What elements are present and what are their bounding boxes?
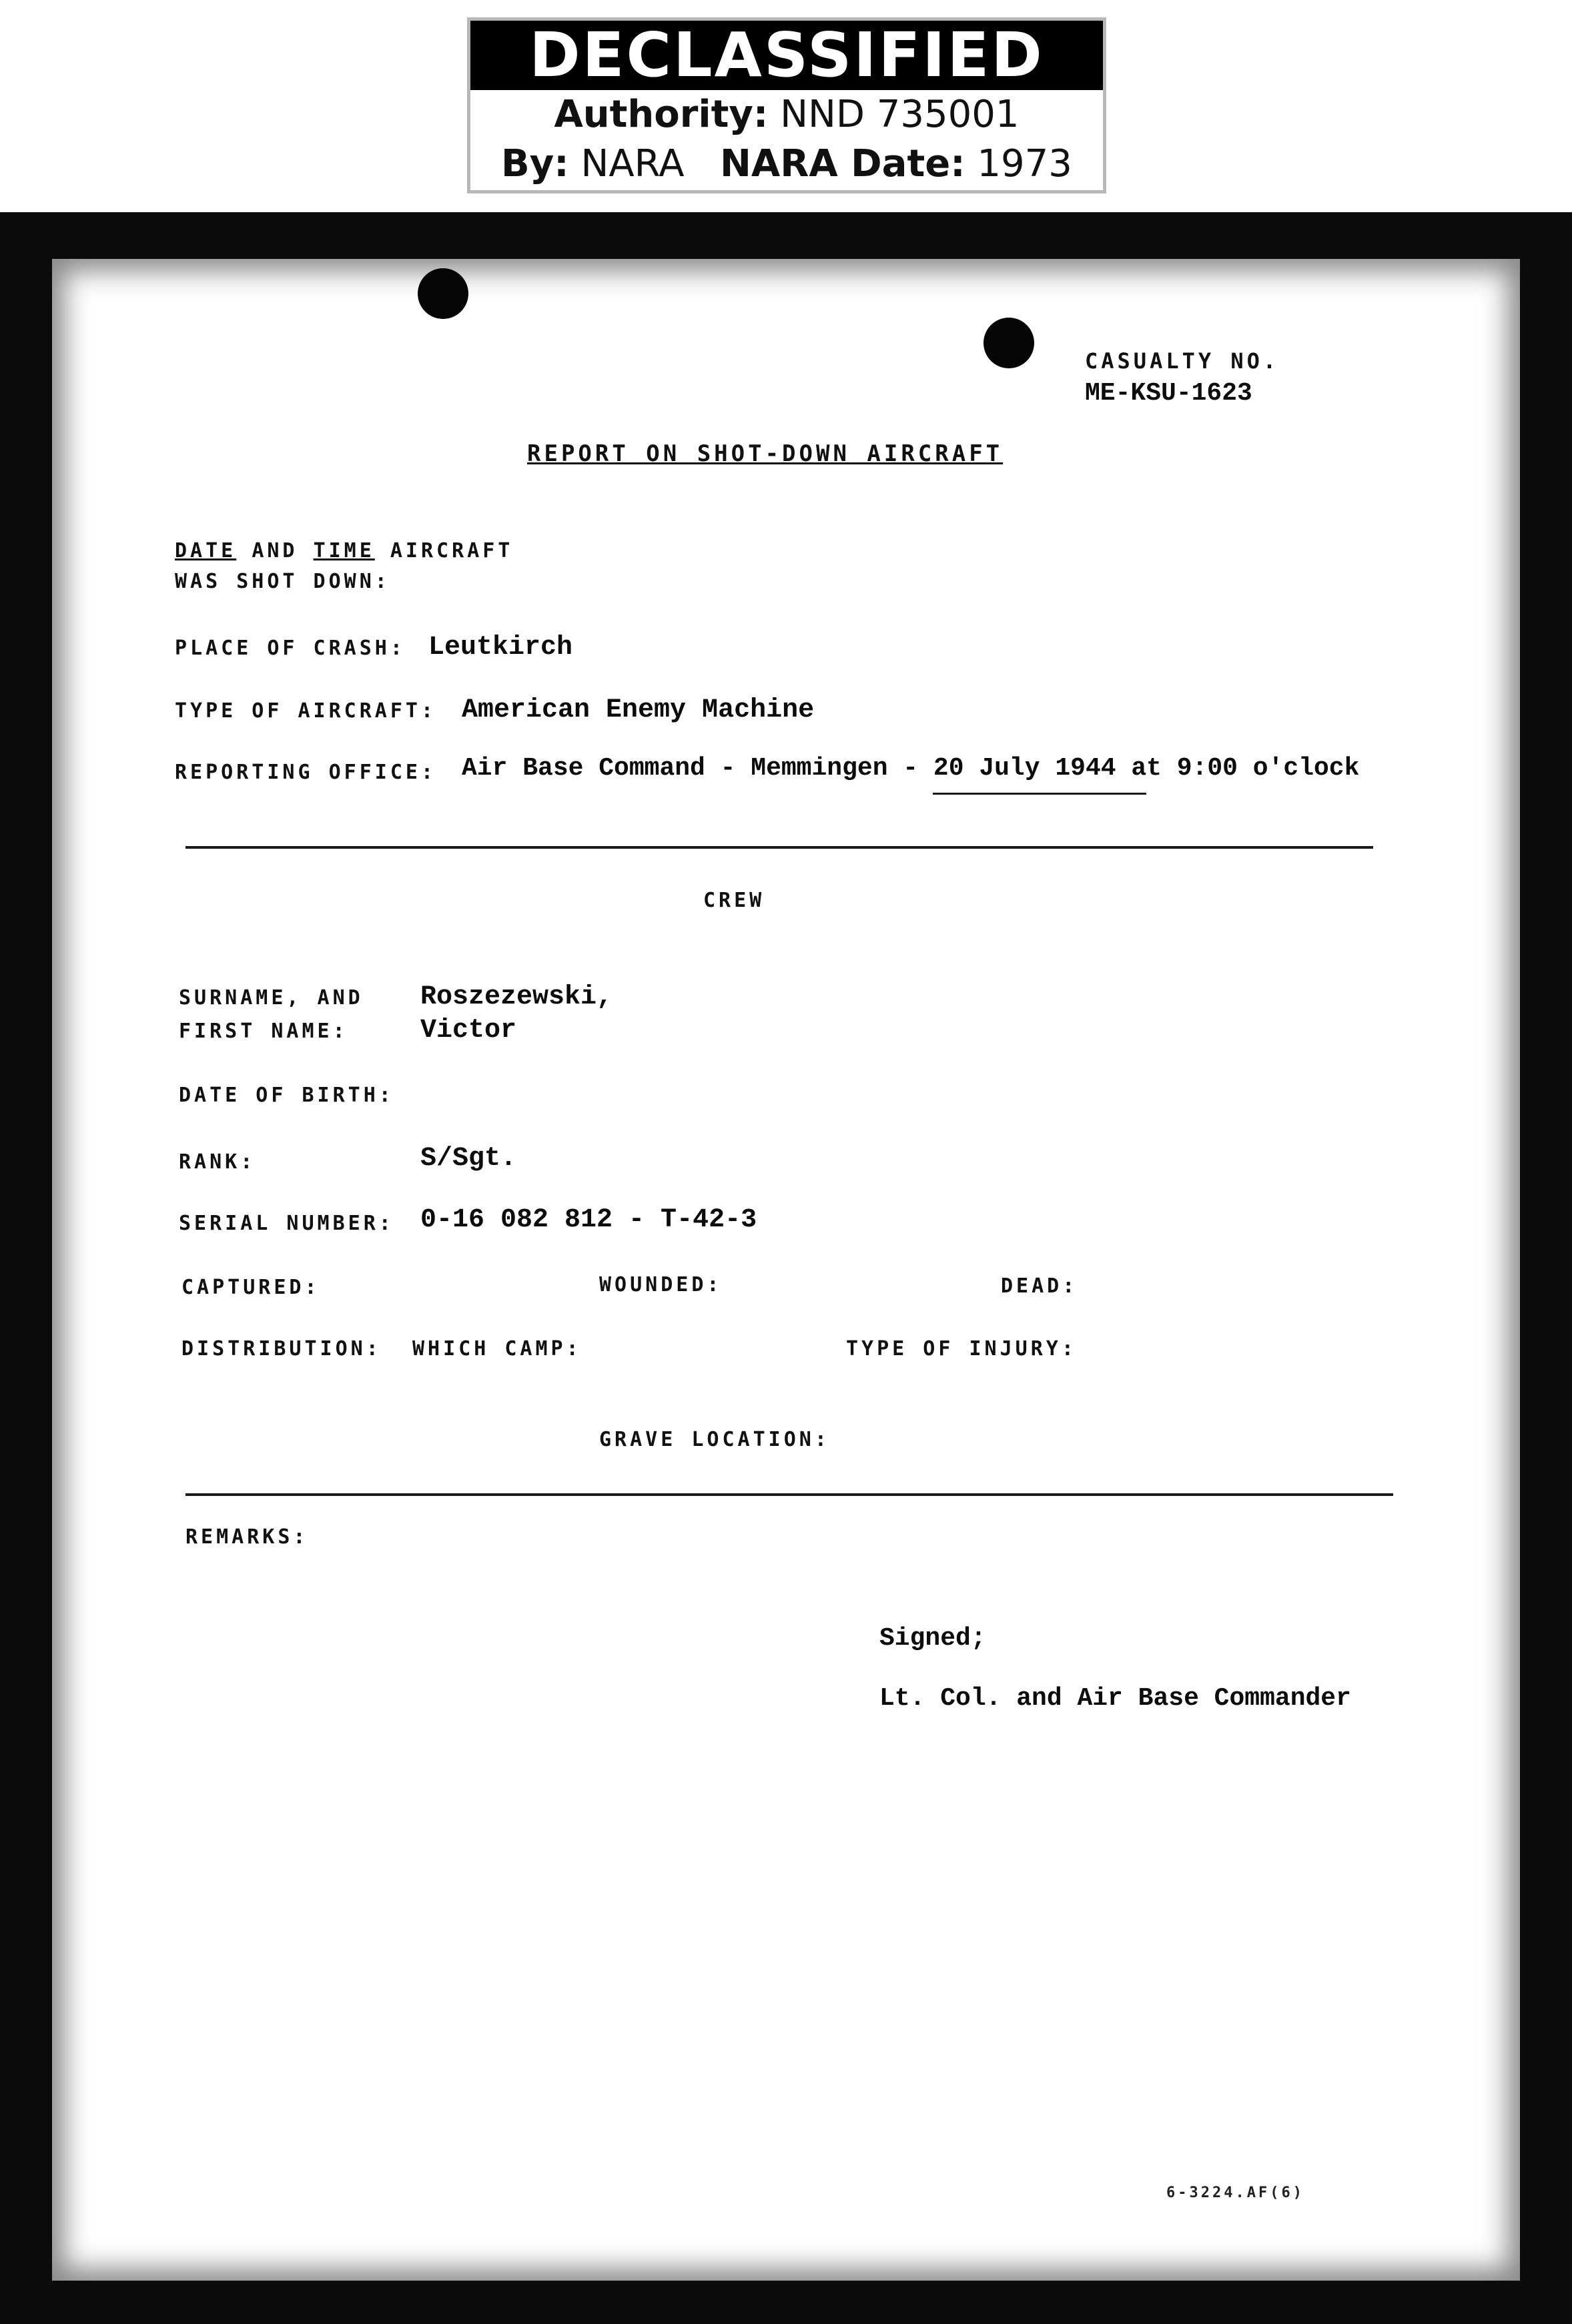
dead-label: DEAD: [1001, 1274, 1078, 1298]
aircraft-type-value: American Enemy Machine [462, 695, 815, 725]
first-name-value: Victor [420, 1016, 517, 1046]
which-camp-label: WHICH CAMP: [412, 1337, 582, 1361]
scanned-page [0, 212, 1572, 2324]
surname-label: SURNAME, AND [179, 986, 364, 1010]
stamp-date-label: NARA Date: [720, 142, 965, 185]
and-word: AND [252, 539, 298, 562]
stamp-title: DECLASSIFIED [470, 21, 1103, 90]
divider-bottom [185, 1493, 1393, 1496]
divider-top [185, 846, 1373, 849]
rank-value: S/Sgt. [420, 1144, 517, 1174]
wounded-label: WOUNDED: [599, 1273, 723, 1296]
date-time-label [175, 539, 513, 562]
declassified-stamp [467, 17, 1106, 193]
serial-number-value: 0-16 082 812 - T-42-3 [420, 1205, 757, 1235]
punch-hole-right [984, 318, 1034, 368]
surname-value: Roszezewski, [420, 982, 613, 1012]
reporting-office-label: REPORTING OFFICE: [175, 761, 437, 784]
date-word: DATE [175, 539, 237, 562]
first-name-label: FIRST NAME: [179, 1020, 348, 1043]
report-title: REPORT ON SHOT-DOWN AIRCRAFT [527, 440, 1004, 467]
serial-number-label: SERIAL NUMBER: [179, 1212, 394, 1235]
shot-down-label: WAS SHOT DOWN: [175, 570, 390, 593]
punch-hole-left [418, 268, 468, 319]
reporting-office-value: Air Base Command - Memmingen - 20 July 1944 at 9:00 o'clock [462, 754, 1360, 783]
distribution-label: DISTRIBUTION: [181, 1337, 382, 1361]
signed-label: Signed; [879, 1624, 986, 1653]
casualty-number: ME-KSU-1623 [1085, 379, 1252, 408]
paper-sheet [52, 259, 1520, 2281]
stamp-by-value: NARA [580, 142, 685, 185]
injury-type-label: TYPE OF INJURY: [846, 1337, 1077, 1361]
crew-heading: CREW [703, 889, 765, 912]
date-of-birth-label: DATE OF BIRTH: [179, 1084, 394, 1107]
stamp-authority-label: Authority: [554, 93, 769, 136]
captured-label: CAPTURED: [181, 1276, 320, 1299]
rank-label: RANK: [179, 1150, 256, 1174]
grave-location-label: GRAVE LOCATION: [599, 1428, 830, 1451]
aircraft-word: AIRCRAFT [390, 539, 514, 562]
aircraft-type-label: TYPE OF AIRCRAFT: [175, 699, 437, 723]
casualty-label: CASUALTY NO. [1085, 348, 1280, 374]
stamp-by-label: By: [501, 142, 569, 185]
form-number: 6-3224.AF(6) [1166, 2185, 1304, 2201]
stamp-authority [470, 90, 1103, 139]
stamp-date-value: 1973 [977, 142, 1072, 185]
signer-title: Lt. Col. and Air Base Commander [879, 1684, 1351, 1713]
stamp-by [470, 139, 1103, 189]
place-of-crash-value: Leutkirch [428, 633, 573, 663]
time-word: TIME [313, 539, 375, 562]
stamp-authority-value: NND 735001 [780, 93, 1020, 136]
remarks-label: REMARKS: [185, 1525, 309, 1549]
date-underline [933, 793, 1146, 795]
place-of-crash-label: PLACE OF CRASH: [175, 637, 406, 660]
